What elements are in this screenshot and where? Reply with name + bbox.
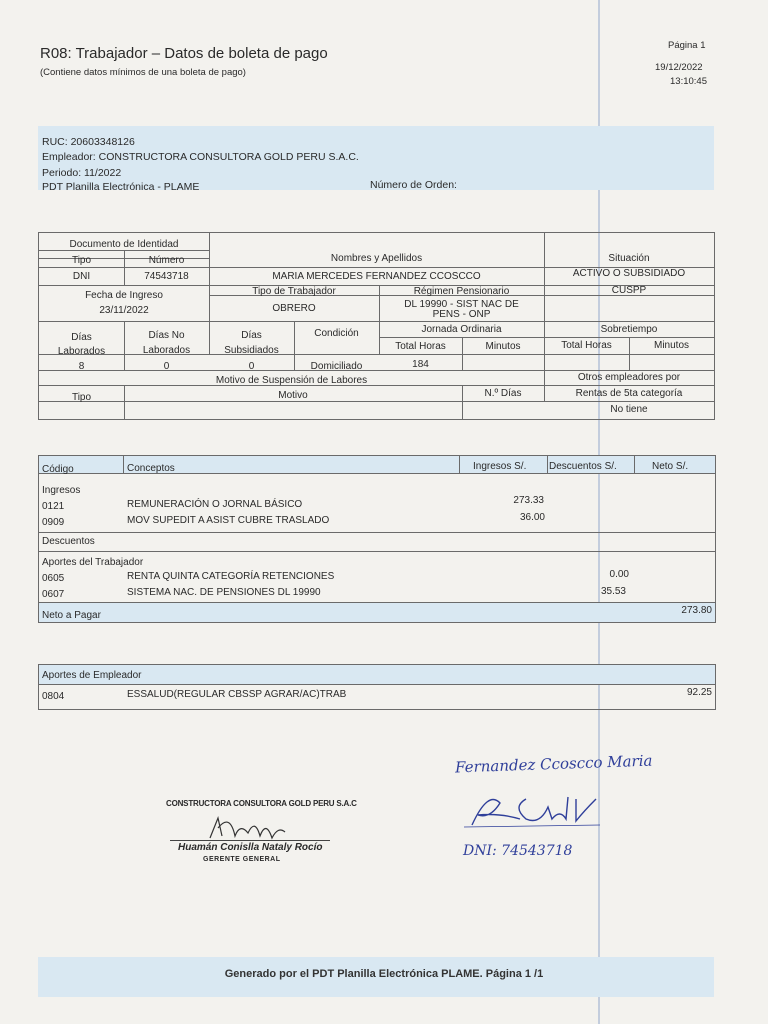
pension-regime-label: Régimen Pensionario <box>413 286 510 297</box>
worker-signature-scribble <box>460 785 610 833</box>
worker-table <box>38 232 715 420</box>
concepts-table <box>38 455 716 623</box>
overtime-minutes-label: Minutos <box>653 340 689 351</box>
concept-amount: 0.00 <box>609 569 629 580</box>
concept-code: 0605 <box>42 573 65 584</box>
income-section-label: Ingresos <box>42 485 81 496</box>
days-subsidized-label-1: Días <box>241 330 262 341</box>
suspension-type-label: Tipo <box>71 392 92 403</box>
status-label: Situación <box>608 253 650 264</box>
pension-regime-line1: DL 19990 - SIST NAC DE <box>404 299 519 310</box>
employer-contributions-table <box>38 664 716 710</box>
days-worked-label-2: Laborados <box>57 346 106 357</box>
total-hours-label: Total Horas <box>395 341 446 352</box>
page-number: Página 1 <box>668 40 706 51</box>
concept-description: RENTA QUINTA CATEGORÍA RETENCIONES <box>127 571 335 582</box>
concept-description: SISTEMA NAC. DE PENSIONES DL 19990 <box>127 587 321 598</box>
total-hours-value: 184 <box>412 359 429 370</box>
other-employers-value: No tiene <box>610 404 648 415</box>
employer-concept-code: 0804 <box>42 691 65 702</box>
other-employers-label-2: Rentas de 5ta categoría <box>575 388 683 399</box>
employer-info-panel <box>38 126 714 193</box>
discount-column-header: Descuentos S/. <box>549 461 617 472</box>
condition-label: Condición <box>314 328 359 339</box>
employer-concept-description: ESSALUD(REGULAR CBSSP AGRAR/AC)TRAB <box>127 689 347 700</box>
concepts-column-header: Conceptos <box>127 463 175 474</box>
days-not-worked-value: 0 <box>163 361 170 372</box>
concept-amount: 273.33 <box>513 495 544 506</box>
days-subsidized-value: 0 <box>248 361 255 372</box>
employer-concept-amount: 92.25 <box>686 687 712 698</box>
concept-code: 0607 <box>42 589 65 600</box>
net-pay-label: Neto a Pagar <box>42 610 101 621</box>
period-text: Periodo: 11/2022 <box>42 167 122 179</box>
suspension-days-label: N.º Días <box>484 388 522 399</box>
employer-text: Empleador: CONSTRUCTORA CONSULTORA GOLD PERU S.A.C. <box>42 151 359 163</box>
status-value: ACTIVO O SUBSIDIADO <box>572 268 686 279</box>
pension-regime-line2: PENS - ONP <box>432 309 491 320</box>
concept-code: 0121 <box>42 501 65 512</box>
hire-date-value: 23/11/2022 <box>99 305 149 316</box>
days-not-worked-label-1: Días No <box>148 330 185 341</box>
doc-type-label: Tipo <box>71 255 92 266</box>
suspension-reason-header: Motivo de Suspensión de Labores <box>215 375 368 386</box>
full-name-label: Nombres y Apellidos <box>330 253 423 264</box>
worker-type-value: OBRERO <box>272 303 316 314</box>
discount-section-label: Descuentos <box>42 536 95 547</box>
days-subsidized-label-2: Subsidiados <box>224 345 279 356</box>
employer-contributions-label: Aportes de Empleador <box>42 670 142 681</box>
worker-handwritten-dni: DNI: 74543718 <box>463 843 573 859</box>
ruc-text: RUC: 20603348126 <box>42 136 135 148</box>
net-column-header: Neto S/. <box>652 461 689 472</box>
report-date: 19/12/2022 <box>655 62 703 73</box>
minutes-label: Minutos <box>485 341 521 352</box>
report-time: 13:10:45 <box>670 76 707 87</box>
manager-signature-line <box>170 840 330 841</box>
report-subtitle: (Contiene datos mínimos de una boleta de pago) <box>40 67 246 78</box>
suspension-motive-label: Motivo <box>278 390 308 401</box>
report-title: R08: Trabajador – Datos de boleta de pago <box>40 45 328 62</box>
concept-code: 0909 <box>42 517 65 528</box>
manager-role: GERENTE GENERAL <box>203 856 281 863</box>
doc-type-value: DNI <box>72 271 91 282</box>
worker-contributions-label: Aportes del Trabajador <box>42 557 144 568</box>
worker-handwritten-name: Fernandez Ccoscco Maria <box>454 751 653 777</box>
condition-value: Domiciliado <box>310 361 363 372</box>
net-pay-value: 273.80 <box>681 605 712 616</box>
other-employers-label-1: Otros empleadores por <box>577 372 681 383</box>
days-worked-label-1: Días <box>71 332 92 343</box>
days-worked-value: 8 <box>78 361 85 372</box>
overtime-hours-label: Total Horas <box>561 340 612 351</box>
regular-hours-label: Jornada Ordinaria <box>421 324 502 335</box>
doc-number-value: 74543718 <box>144 271 189 282</box>
concept-description: REMUNERACIÓN O JORNAL BÁSICO <box>127 499 303 510</box>
company-signature-name: CONSTRUCTORA CONSULTORA GOLD PERU S.A.C <box>166 799 357 808</box>
pdt-text: PDT Planilla Electrónica - PLAME <box>42 181 200 193</box>
concept-amount: 35.53 <box>600 586 626 597</box>
worker-type-label: Tipo de Trabajador <box>252 286 336 297</box>
concept-amount: 36.00 <box>519 512 545 523</box>
doc-number-label: Número <box>148 255 185 266</box>
overtime-label: Sobretiempo <box>600 324 658 335</box>
footer-text: Generado por el PDT Planilla Electrónica PLAME. Página 1 /1 <box>224 968 544 980</box>
income-column-header: Ingresos S/. <box>473 461 527 472</box>
code-column-header: Código <box>42 464 74 475</box>
hire-date-label: Fecha de Ingreso <box>85 290 163 301</box>
days-not-worked-label-2: Laborados <box>142 345 191 356</box>
full-name-value: MARIA MERCEDES FERNANDEZ CCOSCCO <box>272 271 481 282</box>
order-number-label: Número de Orden: <box>370 179 457 191</box>
manager-name: Huamán Conislla Nataly Rocío <box>178 842 323 853</box>
cuspp-label: CUSPP <box>611 285 647 296</box>
concept-description: MOV SUPEDIT A ASIST CUBRE TRASLADO <box>127 515 330 526</box>
doc-identity-header: Documento de Identidad <box>69 239 179 250</box>
